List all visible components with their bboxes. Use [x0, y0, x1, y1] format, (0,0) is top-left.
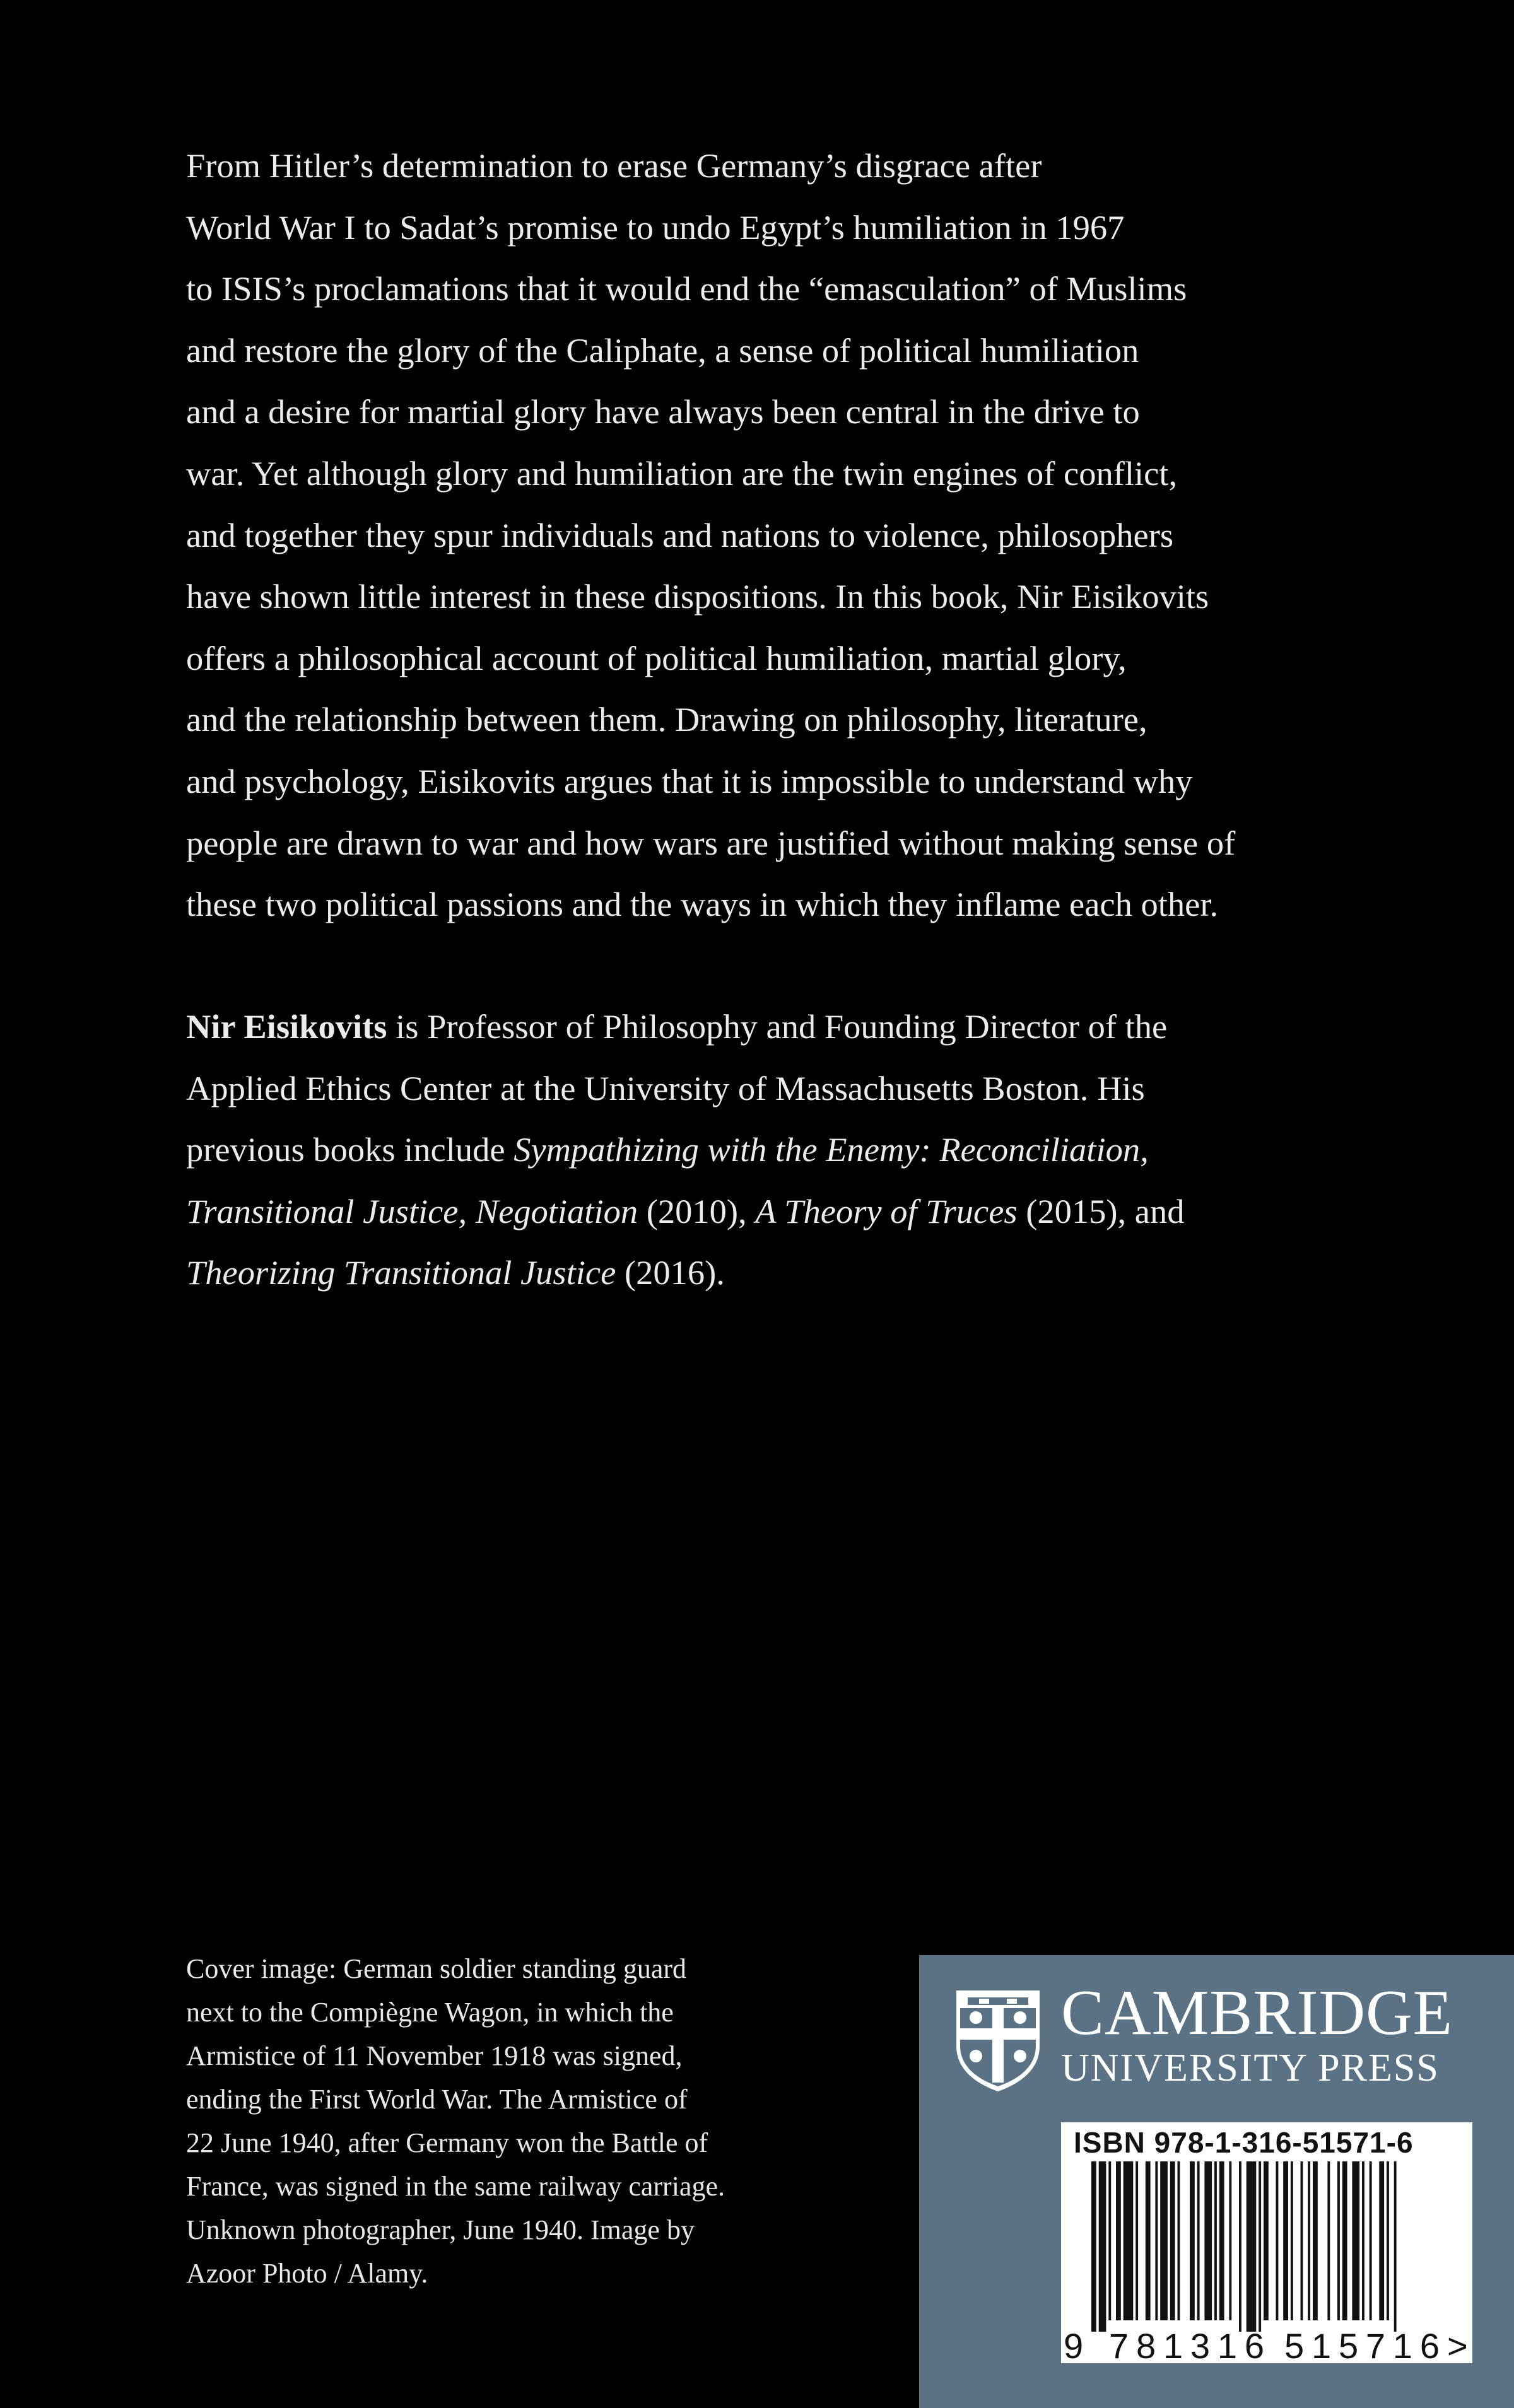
description-line: and psychology, Eisikovits argues that it is impossible to understand why	[186, 761, 1193, 800]
barcode-bar	[1264, 2161, 1269, 2320]
bio-line	[186, 1181, 1435, 1242]
cover-image-credit	[186, 1947, 880, 2295]
description-line: and the relationship between them. Drawing on philosophy, literature,	[186, 700, 1147, 739]
barcode-bar	[1301, 2161, 1303, 2320]
barcode-bar	[1308, 2161, 1310, 2320]
publisher-name-line2: UNIVERSITY PRESS	[1061, 2047, 1440, 2089]
barcode-bar	[1247, 2161, 1257, 2332]
book-title: A Theory of Truces	[755, 1191, 1018, 1230]
barcode-end-marker: >	[1447, 2326, 1468, 2363]
barcode-bar	[1099, 2161, 1106, 2332]
credit-line: ending the First World War. The Armistice of	[186, 2084, 688, 2115]
description-line: World War I to Sadat’s promise to undo Egypt’s humiliation in 1967	[186, 207, 1125, 247]
barcode-bar	[1214, 2161, 1217, 2320]
description-line: From Hitler’s determination to erase Germany’s disgrace after	[186, 146, 1042, 185]
bio-text: (2015), and	[1017, 1191, 1185, 1230]
barcode-bar	[1342, 2161, 1347, 2320]
barcode-bar	[1337, 2161, 1340, 2320]
bio-line	[186, 1242, 1435, 1304]
barcode-bar	[1124, 2161, 1134, 2320]
credit-line: Azoor Photo / Alamy.	[186, 2258, 428, 2289]
barcode-bar	[1229, 2161, 1231, 2320]
barcode-digits-right: 515716	[1284, 2326, 1440, 2363]
bio-text: previous books include	[186, 1130, 514, 1169]
description-line: and restore the glory of the Caliphate, a sense of political humiliation	[186, 330, 1139, 370]
barcode-bar	[1190, 2161, 1195, 2320]
barcode-bar	[1108, 2161, 1111, 2320]
barcode-bar	[1291, 2161, 1293, 2320]
barcode-bar	[1387, 2161, 1389, 2320]
description-line: to ISIS’s proclamations that it would end the “emasculation” of Muslims	[186, 269, 1187, 308]
barcode-bars	[1061, 2161, 1472, 2363]
barcode-bar	[1136, 2161, 1138, 2320]
barcode-bar	[1239, 2161, 1241, 2332]
credit-line: Cover image: German soldier standing guard	[186, 1953, 687, 1984]
credit-line: next to the Compiègne Wagon, in which the	[186, 1997, 674, 2028]
description-line: these two political passions and the ways in which they inflame each other.	[186, 885, 1219, 924]
barcode-bar	[1370, 2161, 1372, 2320]
barcode-bar	[1219, 2161, 1224, 2320]
barcode-bar	[1160, 2161, 1168, 2320]
description-line: have shown little interest in these dispositions. In this book, Nir Eisikovits	[186, 577, 1209, 616]
credit-line: Unknown photographer, June 1940. Image by	[186, 2214, 695, 2245]
description-line: war. Yet although glory and humiliation are the twin engines of conflict,	[186, 453, 1178, 493]
author-name: Nir Eisikovits	[186, 1007, 387, 1046]
publisher-panel	[919, 1955, 1514, 2408]
isbn-barcode	[1061, 2122, 1472, 2363]
barcode-digit-first: 9	[1064, 2326, 1084, 2363]
publisher-name-line1: CAMBRIDGE	[1061, 1977, 1453, 2049]
barcode-bar	[1379, 2161, 1384, 2320]
credit-line: 22 June 1940, after Germany won the Battle of	[186, 2127, 708, 2158]
bio-line	[186, 1119, 1435, 1181]
isbn-label: ISBN 978-1-316-51571-6	[1074, 2126, 1414, 2159]
bio-text: (2016).	[616, 1253, 725, 1292]
book-title: Transitional Justice, Negotiation	[186, 1191, 638, 1230]
barcode-bar	[1116, 2161, 1121, 2320]
barcode-bar	[1197, 2161, 1200, 2320]
bio-line	[186, 996, 1435, 1058]
book-title: Theorizing Transitional Justice	[186, 1253, 616, 1292]
barcode-bar	[1283, 2161, 1288, 2320]
barcode-bar	[1394, 2161, 1397, 2332]
credit-line: France, was signed in the same railway carriage.	[186, 2171, 725, 2202]
credit-line: Armistice of 11 November 1918 was signed,	[186, 2040, 683, 2071]
author-bio	[186, 996, 1435, 1304]
description-line: people are drawn to war and how wars are justified without making sense of	[186, 823, 1236, 862]
university-arms-crest-icon	[954, 1988, 1042, 2093]
description-line: and together they spur individuals and nations to violence, philosophers	[186, 515, 1174, 554]
barcode-bar	[1327, 2161, 1330, 2320]
barcode-bar	[1204, 2161, 1212, 2320]
book-title: Sympathizing with the Enemy: Reconciliation,	[513, 1130, 1149, 1169]
bio-text: is Professor of Philosophy and Founding Director of the	[387, 1007, 1168, 1046]
barcode-bar	[1362, 2161, 1364, 2320]
bio-line: Applied Ethics Center at the University of Massachusetts Boston. His	[186, 1068, 1145, 1108]
barcode-bar	[1352, 2161, 1359, 2320]
description-line: and a desire for martial glory have always been central in the drive to	[186, 392, 1140, 431]
publisher-name	[1061, 1979, 1453, 2089]
description-line: offers a philosophical account of political humiliation, martial glory,	[186, 638, 1127, 677]
barcode-bar	[1170, 2161, 1175, 2320]
book-description	[186, 135, 1435, 935]
bio-text: (2010),	[638, 1191, 756, 1230]
barcode-bar	[1178, 2161, 1180, 2320]
barcode-digits-left: 781316	[1109, 2326, 1264, 2363]
barcode-bar	[1313, 2161, 1318, 2320]
barcode-bar	[1259, 2161, 1261, 2332]
barcode-bar	[1276, 2161, 1279, 2320]
barcode-bar	[1146, 2161, 1151, 2320]
barcode-bar	[1155, 2161, 1158, 2320]
barcode-bar	[1091, 2161, 1096, 2332]
